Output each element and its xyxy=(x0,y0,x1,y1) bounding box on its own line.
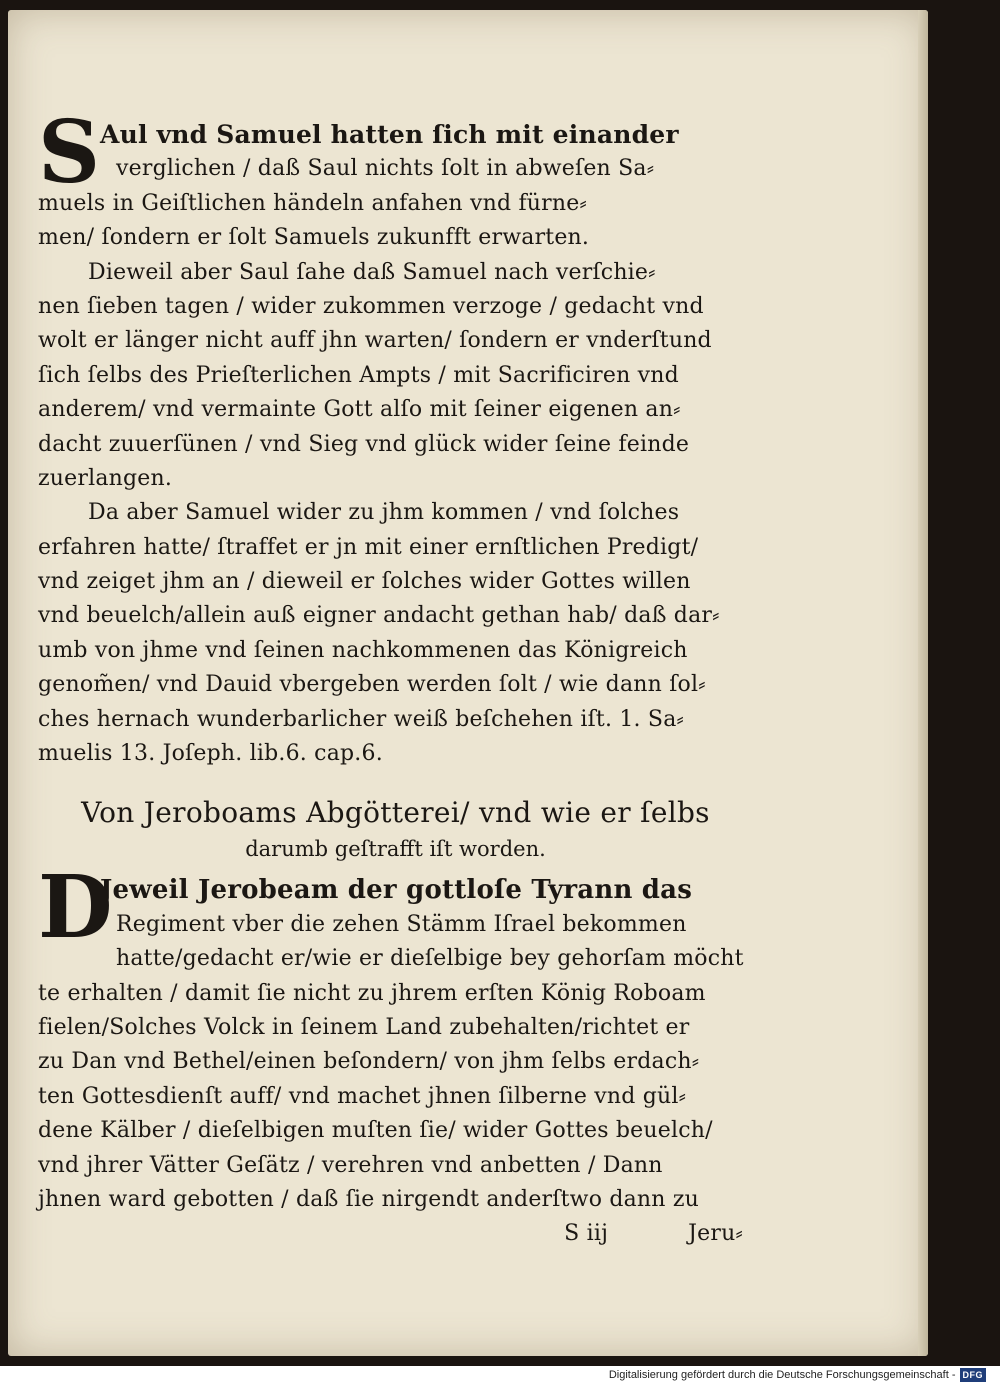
text-line: dacht zuuerſünen / vnd Sieg vnd glück wider ſeine feinde xyxy=(38,431,690,457)
text-line: ches hernach wunderbarlicher weiß beſchehen iſt. 1. Sa⸗ xyxy=(38,706,685,732)
text-line: umb von jhme vnd ſeinen nachkommenen das Königreich xyxy=(38,637,688,663)
text-line: wolt er länger nicht auff jhn warten/ ſondern er vnderſtund xyxy=(38,328,712,354)
text-line: anderem/ vnd vermainte Gott alſo mit ſeiner eigenen an⸗ xyxy=(38,397,681,423)
text-line: verglichen / daß Saul nichts ſolt in abweſen Sa⸗ xyxy=(116,156,655,182)
section2-dropcap: D xyxy=(38,857,113,959)
page-text xyxy=(38,102,753,1252)
catchword: Jeru⸗ xyxy=(688,1221,743,1247)
text-line: fielen/Solches Volck in ſeinem Land zubehalten/richtet er xyxy=(38,1014,690,1040)
dfg-logo: DFG xyxy=(960,1368,987,1382)
signature-line xyxy=(38,1217,753,1251)
text-line: men/ ſondern er ſolt Samuels zukunfft erwarten. xyxy=(38,225,590,251)
page-edge xyxy=(918,10,928,1356)
text-line: vnd beuelch/allein auß eigner andacht gethan hab/ daß dar⸗ xyxy=(38,603,720,629)
text-line: ſich ſelbs des Prieſterlichen Ampts / mit Sacrificiren vnd xyxy=(38,362,679,388)
text-line: jhnen ward gebotten / daß ſie nirgendt anderſtwo dann zu xyxy=(38,1186,700,1212)
text-line: zu Dan vnd Bethel/einen beſondern/ von jhm ſelbs erdach⸗ xyxy=(38,1049,700,1075)
text-line: te erhalten / damit ſie nicht zu jhrem erſten König Roboam xyxy=(38,980,706,1006)
text-line: vnd jhrer Vätter Geſätz / verehren vnd anbetten / Dann xyxy=(38,1152,663,1178)
section1-dropcap: S xyxy=(38,102,101,203)
text-line: Da aber Samuel wider zu jhm kommen / vnd ſolches xyxy=(88,500,680,526)
signature-mark: S iij xyxy=(564,1221,609,1247)
section-heading: Von Jeroboams Abgötterei/ vnd wie er ſelbs xyxy=(81,796,710,830)
text-line: ten Gottesdienſt auff/ vnd machet jhnen ſilberne vnd gül⸗ xyxy=(38,1083,687,1109)
text-line: zuerlangen. xyxy=(38,465,173,491)
text-line: Dieweil aber Saul ſahe daß Samuel nach verſchie⸗ xyxy=(88,259,656,285)
text-line: erfahren hatte/ ſtraffet er jn mit einer ernſtlichen Predigt/ xyxy=(38,534,699,560)
text-line: dene Kälber / dieſelbigen muſten ſie/ wider Gottes beuelch/ xyxy=(38,1118,713,1144)
book-page xyxy=(8,10,928,1356)
text-line: nen ſieben tagen / wider zukommen verzoge / gedacht vnd xyxy=(38,293,704,319)
text-line: Aul vnd Samuel hatten ſich mit einander xyxy=(100,120,679,149)
footer-text: Digitalisierung gefördert durch die Deutsche Forschungsgemeinschaft - xyxy=(608,1369,956,1381)
text-line: muels in Geiſtlichen händeln anfahen vnd fürne⸗ xyxy=(38,190,587,216)
text-line: genom̃en/ vnd Dauid vbergeben werden ſolt / wie dann ſol⸗ xyxy=(38,672,706,698)
section-subheading: darumb geſtrafft iſt worden. xyxy=(245,837,546,862)
text-line: muelis 13. Joſeph. lib.6. cap.6. xyxy=(38,741,383,767)
text-line: vnd zeiget jhm an / dieweil er ſolches wider Gottes willen xyxy=(38,569,691,595)
text-line: Regiment vber die zehen Stämm Iſrael bekommen xyxy=(116,911,687,937)
funding-footer xyxy=(0,1366,1000,1384)
text-line: Jeweil Jerobeam der gottloſe Tyrann das xyxy=(100,875,693,906)
text-line: hatte/gedacht er/wie er dieſelbige bey gehorſam möcht xyxy=(116,946,744,972)
